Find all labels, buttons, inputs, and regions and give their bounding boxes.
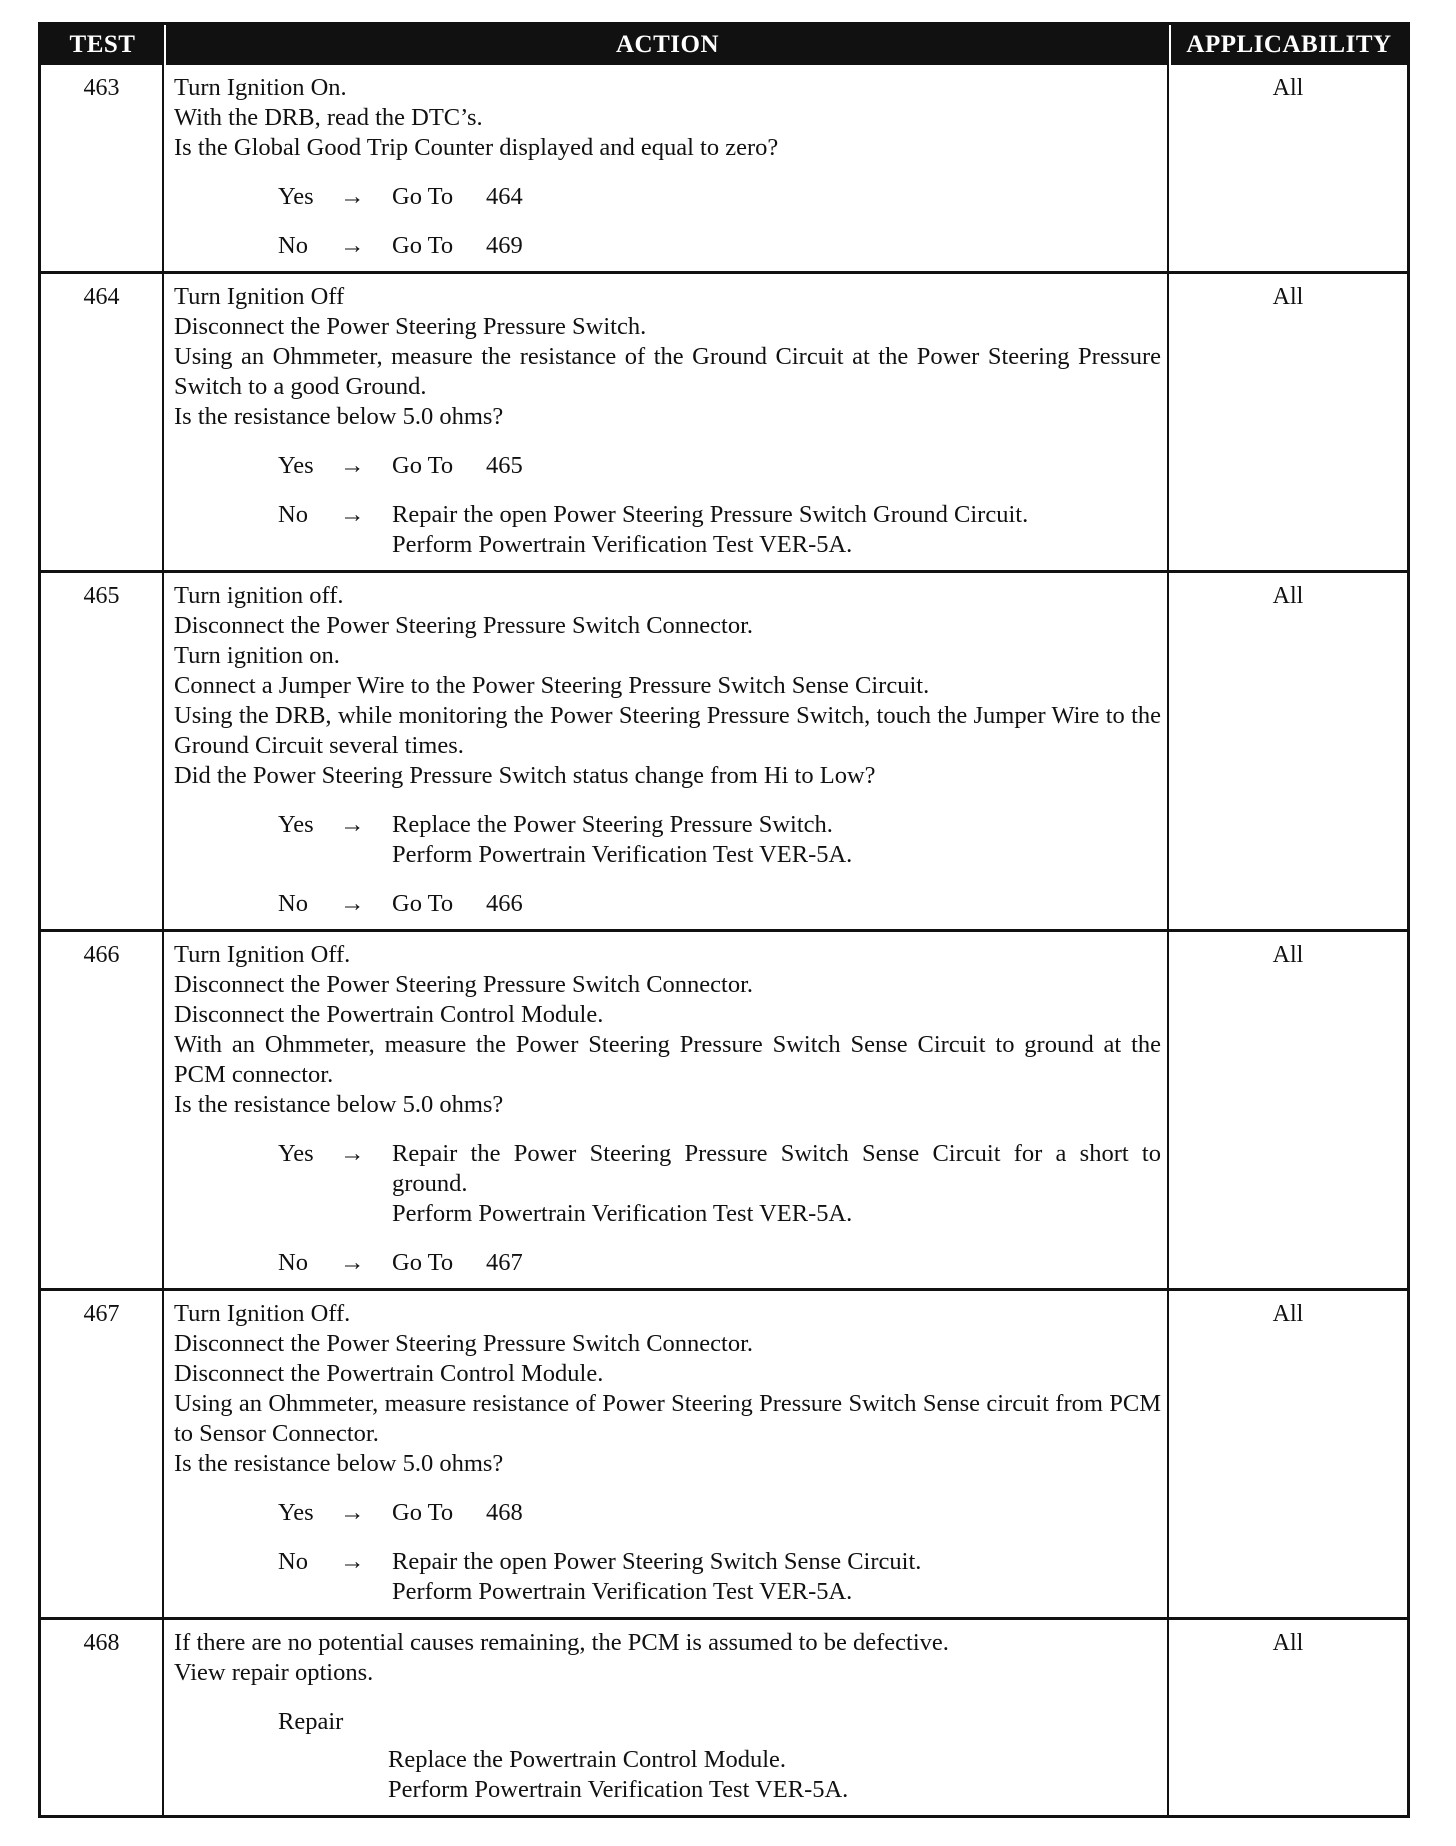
table-row	[41, 1288, 1407, 1617]
arrow-icon: →	[340, 1548, 365, 1575]
arrow-icon: →	[340, 1499, 365, 1526]
goto-text: Go To	[392, 1249, 454, 1276]
step-line: Connect a Jumper Wire to the Power Steering Pressure Switch Sense Circuit.	[174, 672, 930, 699]
table-row	[41, 271, 1407, 570]
test-number: 465	[41, 573, 164, 929]
table-header	[41, 25, 1407, 65]
applicability-value: All	[1167, 274, 1407, 570]
no-label: No	[278, 232, 308, 259]
goto-text: Go To	[392, 232, 454, 259]
no-option	[174, 1248, 1161, 1278]
step-line: Using an Ohmmeter, measure resistance of Power Steering Pressure Switch Sense circuit from PCM to Sensor Connector.	[174, 1390, 1161, 1447]
no-label: No	[278, 501, 308, 528]
yes-result	[392, 182, 1161, 212]
goto-target: 468	[486, 1499, 523, 1526]
yes-option	[174, 1139, 1161, 1229]
repair-result	[388, 1745, 1161, 1805]
step-list	[174, 940, 1161, 1120]
step-line: Disconnect the Power Steering Pressure Switch.	[174, 313, 647, 340]
yes-result	[392, 810, 1161, 870]
no-result	[392, 500, 1161, 560]
action-cell	[164, 65, 1167, 271]
test-number: 464	[41, 274, 164, 570]
yes-option	[174, 451, 1161, 481]
no-option	[174, 231, 1161, 261]
yes-label: Yes	[278, 452, 314, 479]
test-number: 463	[41, 65, 164, 271]
yes-result	[392, 1139, 1161, 1229]
step-line: Is the resistance below 5.0 ohms?	[174, 403, 504, 430]
step-line: Is the Global Good Trip Counter displayed and equal to zero?	[174, 134, 779, 161]
result-line: Perform Powertrain Verification Test VER-5A.	[392, 531, 853, 558]
header-test: TEST	[69, 31, 136, 58]
action-cell	[164, 1620, 1167, 1815]
yes-result	[392, 451, 1161, 481]
table-row	[41, 65, 1407, 271]
header-applicability: APPLICABILITY	[1186, 31, 1392, 58]
step-line: View repair options.	[174, 1659, 374, 1686]
repair-label: Repair	[278, 1708, 344, 1735]
no-option	[174, 889, 1161, 919]
result-line: Perform Powertrain Verification Test VER-5A.	[392, 1200, 853, 1227]
goto-text: Go To	[392, 183, 454, 210]
step-line: Turn ignition on.	[174, 642, 340, 669]
step-line: Turn Ignition Off.	[174, 1300, 351, 1327]
goto-target: 467	[486, 1249, 523, 1276]
no-label: No	[278, 1548, 308, 1575]
step-line: Disconnect the Powertrain Control Module.	[174, 1360, 604, 1387]
yes-option	[174, 810, 1161, 870]
step-line: Turn Ignition Off	[174, 283, 345, 310]
no-option	[174, 1547, 1161, 1607]
action-cell	[164, 274, 1167, 570]
yes-option	[174, 1498, 1161, 1528]
yes-label: Yes	[278, 1140, 314, 1167]
result-line: Repair the Power Steering Pressure Switch Sense Circuit for a short to ground.	[392, 1140, 1161, 1197]
step-line: If there are no potential causes remaining, the PCM is assumed to be defective.	[174, 1629, 949, 1656]
no-label: No	[278, 1249, 308, 1276]
step-line: Turn ignition off.	[174, 582, 344, 609]
result-line: Perform Powertrain Verification Test VER-5A.	[388, 1776, 849, 1803]
no-result	[392, 1547, 1161, 1607]
step-line: Turn Ignition On.	[174, 74, 347, 101]
arrow-icon: →	[340, 811, 365, 838]
applicability-value: All	[1167, 932, 1407, 1288]
goto-text: Go To	[392, 1499, 454, 1526]
yes-label: Yes	[278, 1499, 314, 1526]
step-list	[174, 1299, 1161, 1479]
result-line: Perform Powertrain Verification Test VER-5A.	[392, 1578, 853, 1605]
arrow-icon: →	[340, 452, 365, 479]
arrow-icon: →	[340, 890, 365, 917]
arrow-icon: →	[340, 1140, 365, 1167]
applicability-value: All	[1167, 1620, 1407, 1815]
goto-target: 466	[486, 890, 523, 917]
result-line: Repair the open Power Steering Switch Sense Circuit.	[392, 1548, 922, 1575]
arrow-icon: →	[340, 501, 365, 528]
step-line: Is the resistance below 5.0 ohms?	[174, 1091, 504, 1118]
action-cell	[164, 1291, 1167, 1617]
no-result	[392, 231, 1161, 261]
result-line: Replace the Power Steering Pressure Switch.	[392, 811, 833, 838]
table-row	[41, 1617, 1407, 1815]
table-row	[41, 570, 1407, 929]
table-row	[41, 929, 1407, 1288]
result-line: Perform Powertrain Verification Test VER-5A.	[392, 841, 853, 868]
table-body	[41, 65, 1407, 1815]
no-result	[392, 1248, 1161, 1278]
arrow-icon: →	[340, 232, 365, 259]
step-list	[174, 73, 1161, 163]
action-cell	[164, 932, 1167, 1288]
step-line: Disconnect the Power Steering Pressure Switch Connector.	[174, 971, 754, 998]
step-line: Disconnect the Powertrain Control Module.	[174, 1001, 604, 1028]
action-cell	[164, 573, 1167, 929]
arrow-icon: →	[340, 1249, 365, 1276]
goto-target: 464	[486, 183, 523, 210]
test-number: 467	[41, 1291, 164, 1617]
arrow-icon: →	[340, 183, 365, 210]
diagnostic-test-table	[38, 22, 1410, 1818]
applicability-value: All	[1167, 573, 1407, 929]
goto-text: Go To	[392, 452, 454, 479]
result-line: Replace the Powertrain Control Module.	[388, 1746, 787, 1773]
step-line: With the DRB, read the DTC’s.	[174, 104, 483, 131]
header-action: ACTION	[164, 25, 1171, 65]
step-list	[174, 581, 1161, 791]
goto-target: 469	[486, 232, 523, 259]
step-line: Is the resistance below 5.0 ohms?	[174, 1450, 504, 1477]
goto-target: 465	[486, 452, 523, 479]
applicability-value: All	[1167, 65, 1407, 271]
yes-label: Yes	[278, 811, 314, 838]
yes-result	[392, 1498, 1161, 1528]
no-result	[392, 889, 1161, 919]
step-line: With an Ohmmeter, measure the Power Steering Pressure Switch Sense Circuit to ground at the PCM connector.	[174, 1031, 1161, 1088]
step-line: Disconnect the Power Steering Pressure Switch Connector.	[174, 612, 754, 639]
step-line: Using the DRB, while monitoring the Power Steering Pressure Switch, touch the Jumper Wire to the Ground Circuit several times.	[174, 702, 1161, 759]
test-number: 468	[41, 1620, 164, 1815]
step-list	[174, 1628, 1161, 1688]
applicability-value: All	[1167, 1291, 1407, 1617]
no-option	[174, 500, 1161, 560]
goto-text: Go To	[392, 890, 454, 917]
step-list	[174, 282, 1161, 432]
step-line: Did the Power Steering Pressure Switch status change from Hi to Low?	[174, 762, 876, 789]
step-line: Disconnect the Power Steering Pressure Switch Connector.	[174, 1330, 754, 1357]
yes-label: Yes	[278, 183, 314, 210]
step-line: Turn Ignition Off.	[174, 941, 351, 968]
no-label: No	[278, 890, 308, 917]
yes-option	[174, 182, 1161, 212]
result-line: Repair the open Power Steering Pressure Switch Ground Circuit.	[392, 501, 1029, 528]
test-number: 466	[41, 932, 164, 1288]
step-line: Using an Ohmmeter, measure the resistance of the Ground Circuit at the Power Steering Pressure Switch to a good Ground.	[174, 343, 1161, 400]
